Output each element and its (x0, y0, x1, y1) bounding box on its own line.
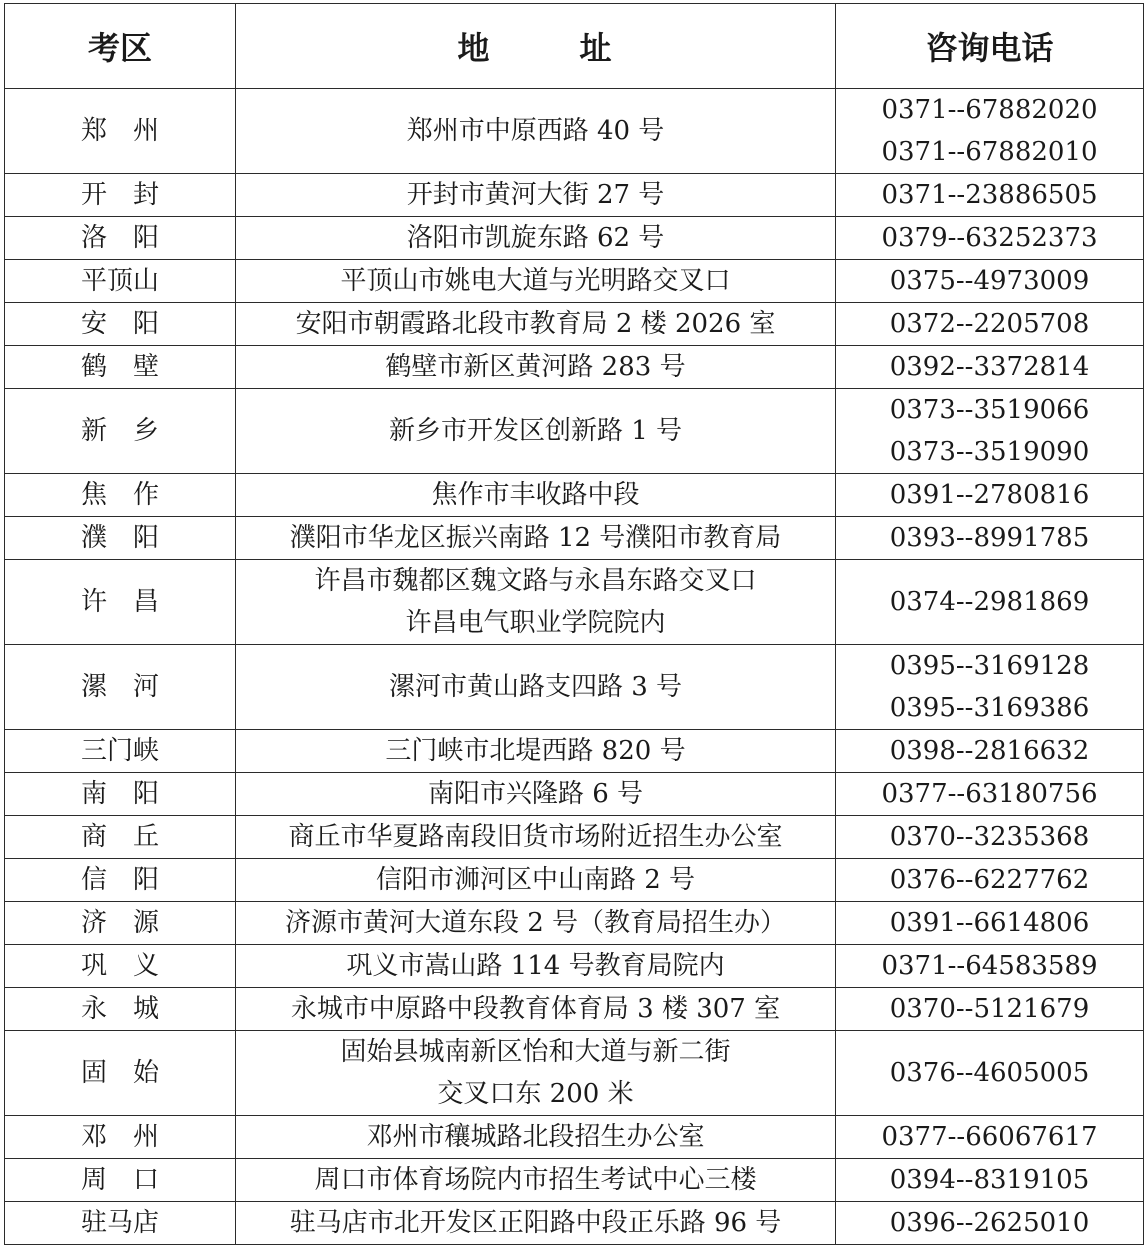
phone-number: 0396--2625010 (889, 1208, 1090, 1238)
phone-cell (836, 217, 1144, 260)
region-cell: 开 封 (5, 174, 236, 217)
address-line: 安阳市朝霞路北段市教育局 2 楼 2026 室 (295, 309, 776, 339)
region-cell: 周 口 (5, 1159, 236, 1202)
region-cell: 许 昌 (5, 560, 236, 645)
table-row (5, 174, 1144, 217)
address-cell (236, 174, 836, 217)
table-row (5, 988, 1144, 1031)
region-cell: 巩 义 (5, 945, 236, 988)
phone-cell (836, 859, 1144, 902)
table-row (5, 217, 1144, 260)
region-cell: 邓 州 (5, 1116, 236, 1159)
address-cell (236, 260, 836, 303)
address-line: 濮阳市华龙区振兴南路 12 号濮阳市教育局 (289, 523, 782, 553)
table-row (5, 517, 1144, 560)
header-region: 考区 (5, 4, 236, 89)
phone-number: 0370--3235368 (889, 822, 1090, 852)
header-address (236, 4, 836, 89)
phone-number: 0391--2780816 (889, 480, 1090, 510)
phone-cell (836, 945, 1144, 988)
table-row (5, 1116, 1144, 1159)
phone-cell (836, 346, 1144, 389)
address-line: 济源市黄河大道东段 2 号（教育局招生办） (284, 908, 787, 938)
table-row (5, 1202, 1144, 1245)
region-cell: 新 乡 (5, 389, 236, 474)
region-cell: 平顶山 (5, 260, 236, 303)
region-cell: 漯 河 (5, 645, 236, 730)
phone-number: 0377--66067617 (881, 1122, 1098, 1152)
table-row (5, 560, 1144, 645)
phone-number: 0395--3169128 (889, 651, 1090, 681)
region-cell: 三门峡 (5, 730, 236, 773)
table-row (5, 346, 1144, 389)
region-cell: 郑 州 (5, 89, 236, 174)
table-row (5, 902, 1144, 945)
address-line: 洛阳市凯旋东路 62 号 (406, 223, 665, 253)
region-cell: 商 丘 (5, 816, 236, 859)
header-address-char-1: 地 (457, 29, 492, 67)
table-row (5, 645, 1144, 730)
region-cell: 驻马店 (5, 1202, 236, 1245)
address-cell (236, 1116, 836, 1159)
phone-number: 0371--67882020 (881, 95, 1098, 125)
address-line: 邓州市穰城路北段招生办公室 (366, 1122, 705, 1152)
address-line: 鹤壁市新区黄河路 283 号 (385, 352, 686, 382)
phone-number: 0374--2981869 (889, 587, 1090, 617)
address-line: 焦作市丰收路中段 (431, 480, 640, 510)
table-body (5, 89, 1144, 1245)
phone-number: 0395--3169386 (889, 693, 1090, 723)
table-row (5, 303, 1144, 346)
address-line: 驻马店市北开发区正阳路中段正乐路 96 号 (289, 1208, 782, 1238)
address-cell (236, 217, 836, 260)
address-line: 南阳市兴隆路 6 号 (427, 779, 644, 809)
phone-cell (836, 174, 1144, 217)
phone-cell (836, 474, 1144, 517)
address-cell (236, 945, 836, 988)
address-cell (236, 902, 836, 945)
table-row (5, 474, 1144, 517)
phone-number: 0391--6614806 (889, 908, 1090, 938)
phone-number: 0376--6227762 (889, 865, 1090, 895)
address-cell (236, 89, 836, 174)
phone-number: 0377--63180756 (881, 779, 1098, 809)
region-cell: 南 阳 (5, 773, 236, 816)
address-line: 信阳市浉河区中山南路 2 号 (375, 865, 696, 895)
region-cell: 永 城 (5, 988, 236, 1031)
phone-cell (836, 1202, 1144, 1245)
address-cell (236, 988, 836, 1031)
table-row (5, 773, 1144, 816)
table-row (5, 859, 1144, 902)
table-row (5, 730, 1144, 773)
phone-cell (836, 988, 1144, 1031)
address-cell (236, 816, 836, 859)
table-row (5, 89, 1144, 174)
region-cell: 鹤 壁 (5, 346, 236, 389)
phone-cell (836, 816, 1144, 859)
address-cell (236, 645, 836, 730)
phone-cell (836, 902, 1144, 945)
phone-cell (836, 89, 1144, 174)
address-line: 周口市体育场院内市招生考试中心三楼 (314, 1165, 757, 1195)
phone-cell (836, 773, 1144, 816)
region-cell: 信 阳 (5, 859, 236, 902)
phone-number: 0375--4973009 (889, 266, 1090, 296)
region-cell: 濮 阳 (5, 517, 236, 560)
address-line: 新乡市开发区创新路 1 号 (388, 416, 683, 446)
region-cell: 济 源 (5, 902, 236, 945)
phone-cell (836, 1159, 1144, 1202)
phone-number: 0394--8319105 (889, 1165, 1090, 1195)
region-cell: 固 始 (5, 1031, 236, 1116)
address-line: 开封市黄河大街 27 号 (406, 180, 665, 210)
address-cell (236, 730, 836, 773)
address-cell (236, 389, 836, 474)
table-row (5, 1159, 1144, 1202)
phone-cell (836, 1031, 1144, 1116)
phone-number: 0373--3519066 (889, 395, 1090, 425)
phone-cell (836, 389, 1144, 474)
phone-cell (836, 1116, 1144, 1159)
table-row (5, 816, 1144, 859)
address-line: 郑州市中原西路 40 号 (406, 116, 665, 146)
phone-number: 0372--2205708 (889, 309, 1090, 339)
phone-number: 0373--3519090 (889, 437, 1090, 467)
address-cell (236, 346, 836, 389)
address-cell (236, 474, 836, 517)
phone-cell (836, 645, 1144, 730)
phone-number: 0376--4605005 (889, 1058, 1090, 1088)
address-cell (236, 303, 836, 346)
address-cell (236, 517, 836, 560)
region-cell: 安 阳 (5, 303, 236, 346)
region-cell: 洛 阳 (5, 217, 236, 260)
phone-cell (836, 260, 1144, 303)
phone-cell (836, 517, 1144, 560)
phone-cell (836, 730, 1144, 773)
address-cell (236, 1031, 836, 1116)
phone-number: 0371--23886505 (881, 180, 1098, 210)
address-line: 三门峡市北堤西路 820 号 (385, 736, 686, 766)
table-row (5, 389, 1144, 474)
address-cell (236, 859, 836, 902)
address-cell (236, 1159, 836, 1202)
address-line: 平顶山市姚电大道与光明路交叉口 (340, 266, 731, 296)
address-line: 固始县城南新区怡和大道与新二街 (340, 1037, 731, 1067)
address-line: 交叉口东 200 米 (437, 1079, 634, 1109)
table-row (5, 1031, 1144, 1116)
phone-number: 0371--64583589 (881, 951, 1098, 981)
address-cell (236, 560, 836, 645)
address-line: 永城市中原路中段教育体育局 3 楼 307 室 (290, 994, 781, 1024)
phone-number: 0370--5121679 (889, 994, 1090, 1024)
header-phone: 咨询电话 (836, 4, 1144, 89)
address-line: 漯河市黄山路支四路 3 号 (388, 672, 683, 702)
phone-cell (836, 560, 1144, 645)
phone-number: 0393--8991785 (889, 523, 1090, 553)
region-cell: 焦 作 (5, 474, 236, 517)
table-header-row (5, 4, 1144, 89)
phone-number: 0371--67882010 (881, 137, 1098, 167)
address-cell (236, 773, 836, 816)
phone-number: 0392--3372814 (889, 352, 1090, 382)
address-line: 巩义市嵩山路 114 号教育局院内 (346, 951, 725, 981)
address-line: 许昌电气职业学院院内 (405, 608, 666, 638)
table-row (5, 260, 1144, 303)
exam-region-contact-table (4, 3, 1144, 1245)
phone-number: 0398--2816632 (889, 736, 1090, 766)
table-row (5, 945, 1144, 988)
address-line: 许昌市魏都区魏文路与永昌东路交叉口 (314, 566, 757, 596)
header-address-char-2: 址 (579, 29, 614, 67)
address-cell (236, 1202, 836, 1245)
phone-number: 0379--63252373 (881, 223, 1098, 253)
phone-cell (836, 303, 1144, 346)
address-line: 商丘市华夏路南段旧货市场附近招生办公室 (288, 822, 783, 852)
